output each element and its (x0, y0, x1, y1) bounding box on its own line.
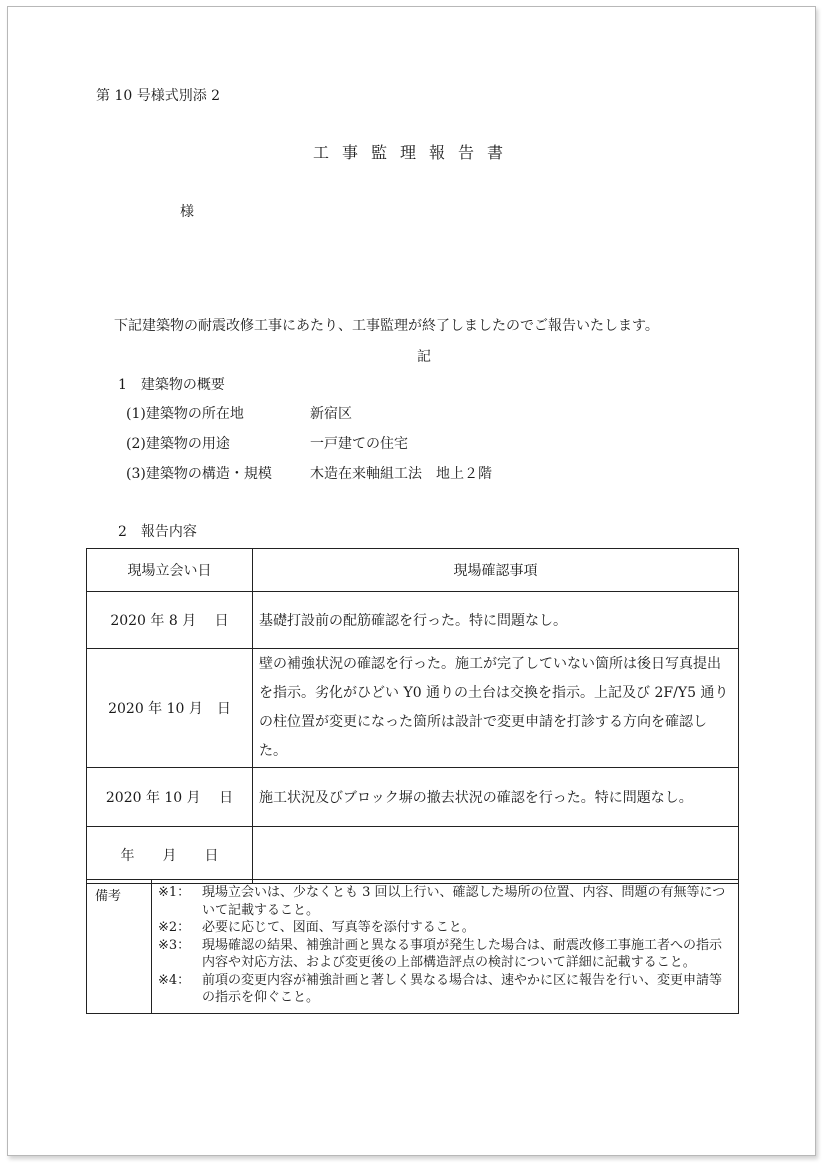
notes-body (152, 880, 739, 1014)
visit-date: 2020 年 10 月 日 (87, 649, 253, 768)
note-mark: ※4： (158, 972, 191, 988)
table-header-row (87, 549, 739, 592)
note-item (158, 919, 732, 937)
section1-heading: 1 建築物の概要 (118, 377, 225, 393)
building-use-value: 一戸建ての住宅 (310, 436, 408, 452)
note-text: 前項の変更内容が補強計画と著しく異なる場合は、速やかに区に報告を行い、変更申請等の指示を仰ぐこと。 (202, 972, 723, 1005)
visit-date: 2020 年 8 月 日 (87, 592, 253, 649)
report-table (86, 548, 739, 884)
column-header-items: 現場確認事項 (253, 549, 739, 592)
check-items (253, 827, 739, 884)
check-items: 基礎打設前の配筋確認を行った。特に問題なし。 (253, 592, 739, 649)
ki-heading: 記 (417, 349, 431, 365)
visit-date: 2020 年 10 月 日 (87, 768, 253, 827)
building-location-value: 新宿区 (310, 406, 352, 422)
note-item (158, 937, 732, 972)
building-use-label: (2)建築物の用途 (126, 436, 230, 452)
document-title: 工事監理報告書 (312, 143, 516, 162)
table-row (87, 649, 739, 768)
building-location-label: (1)建築物の所在地 (126, 406, 244, 422)
form-number: 第 10 号様式別添 2 (96, 88, 221, 104)
column-header-date: 現場立会い日 (87, 549, 253, 592)
table-row (87, 827, 739, 884)
note-text: 現場確認の結果、補強計画と異なる事項が発生した場合は、耐震改修工事施工者への指示内容や対応方法、および変更後の上部構造評点の検討について詳細に記載すること。 (202, 937, 723, 970)
note-mark: ※3： (158, 937, 191, 953)
note-mark: ※2： (158, 920, 191, 935)
table-row (87, 592, 739, 649)
building-structure-label: (3)建築物の構造・規模 (126, 466, 272, 482)
note-mark: ※1： (158, 885, 191, 900)
table-row (87, 768, 739, 827)
section2-heading: 2 報告内容 (118, 524, 197, 540)
intro-text: 下記建築物の耐震改修工事にあたり、工事監理が終了しましたのでご報告いたします。 (114, 318, 659, 334)
note-text: 必要に応じて、図面、写真等を添付すること。 (202, 920, 475, 935)
check-items: 施工状況及びブロック塀の撤去状況の確認を行った。特に問題なし。 (253, 768, 739, 827)
visit-date: 年 月 日 (87, 827, 253, 884)
check-items: 壁の補強状況の確認を行った。施工が完了していない箇所は後日写真提出を指示。劣化がひどい Y0 通りの土台は交換を指示。上記及び 2F/Y5 通りの柱位置が変更になった箇所は設計で変更申請を打診する方向を確認した。 (253, 649, 739, 768)
notes-label: 備考 (87, 880, 152, 1014)
note-item (158, 972, 732, 1007)
note-text: 現場立会いは、少なくとも 3 回以上行い、確認した場所の位置、内容、問題の有無等について記載すること。 (202, 885, 726, 918)
building-structure-value: 木造在来軸組工法 地上２階 (310, 466, 492, 482)
notes-table (86, 879, 739, 1014)
note-item (158, 884, 732, 919)
addressee-suffix: 様 (180, 204, 194, 220)
